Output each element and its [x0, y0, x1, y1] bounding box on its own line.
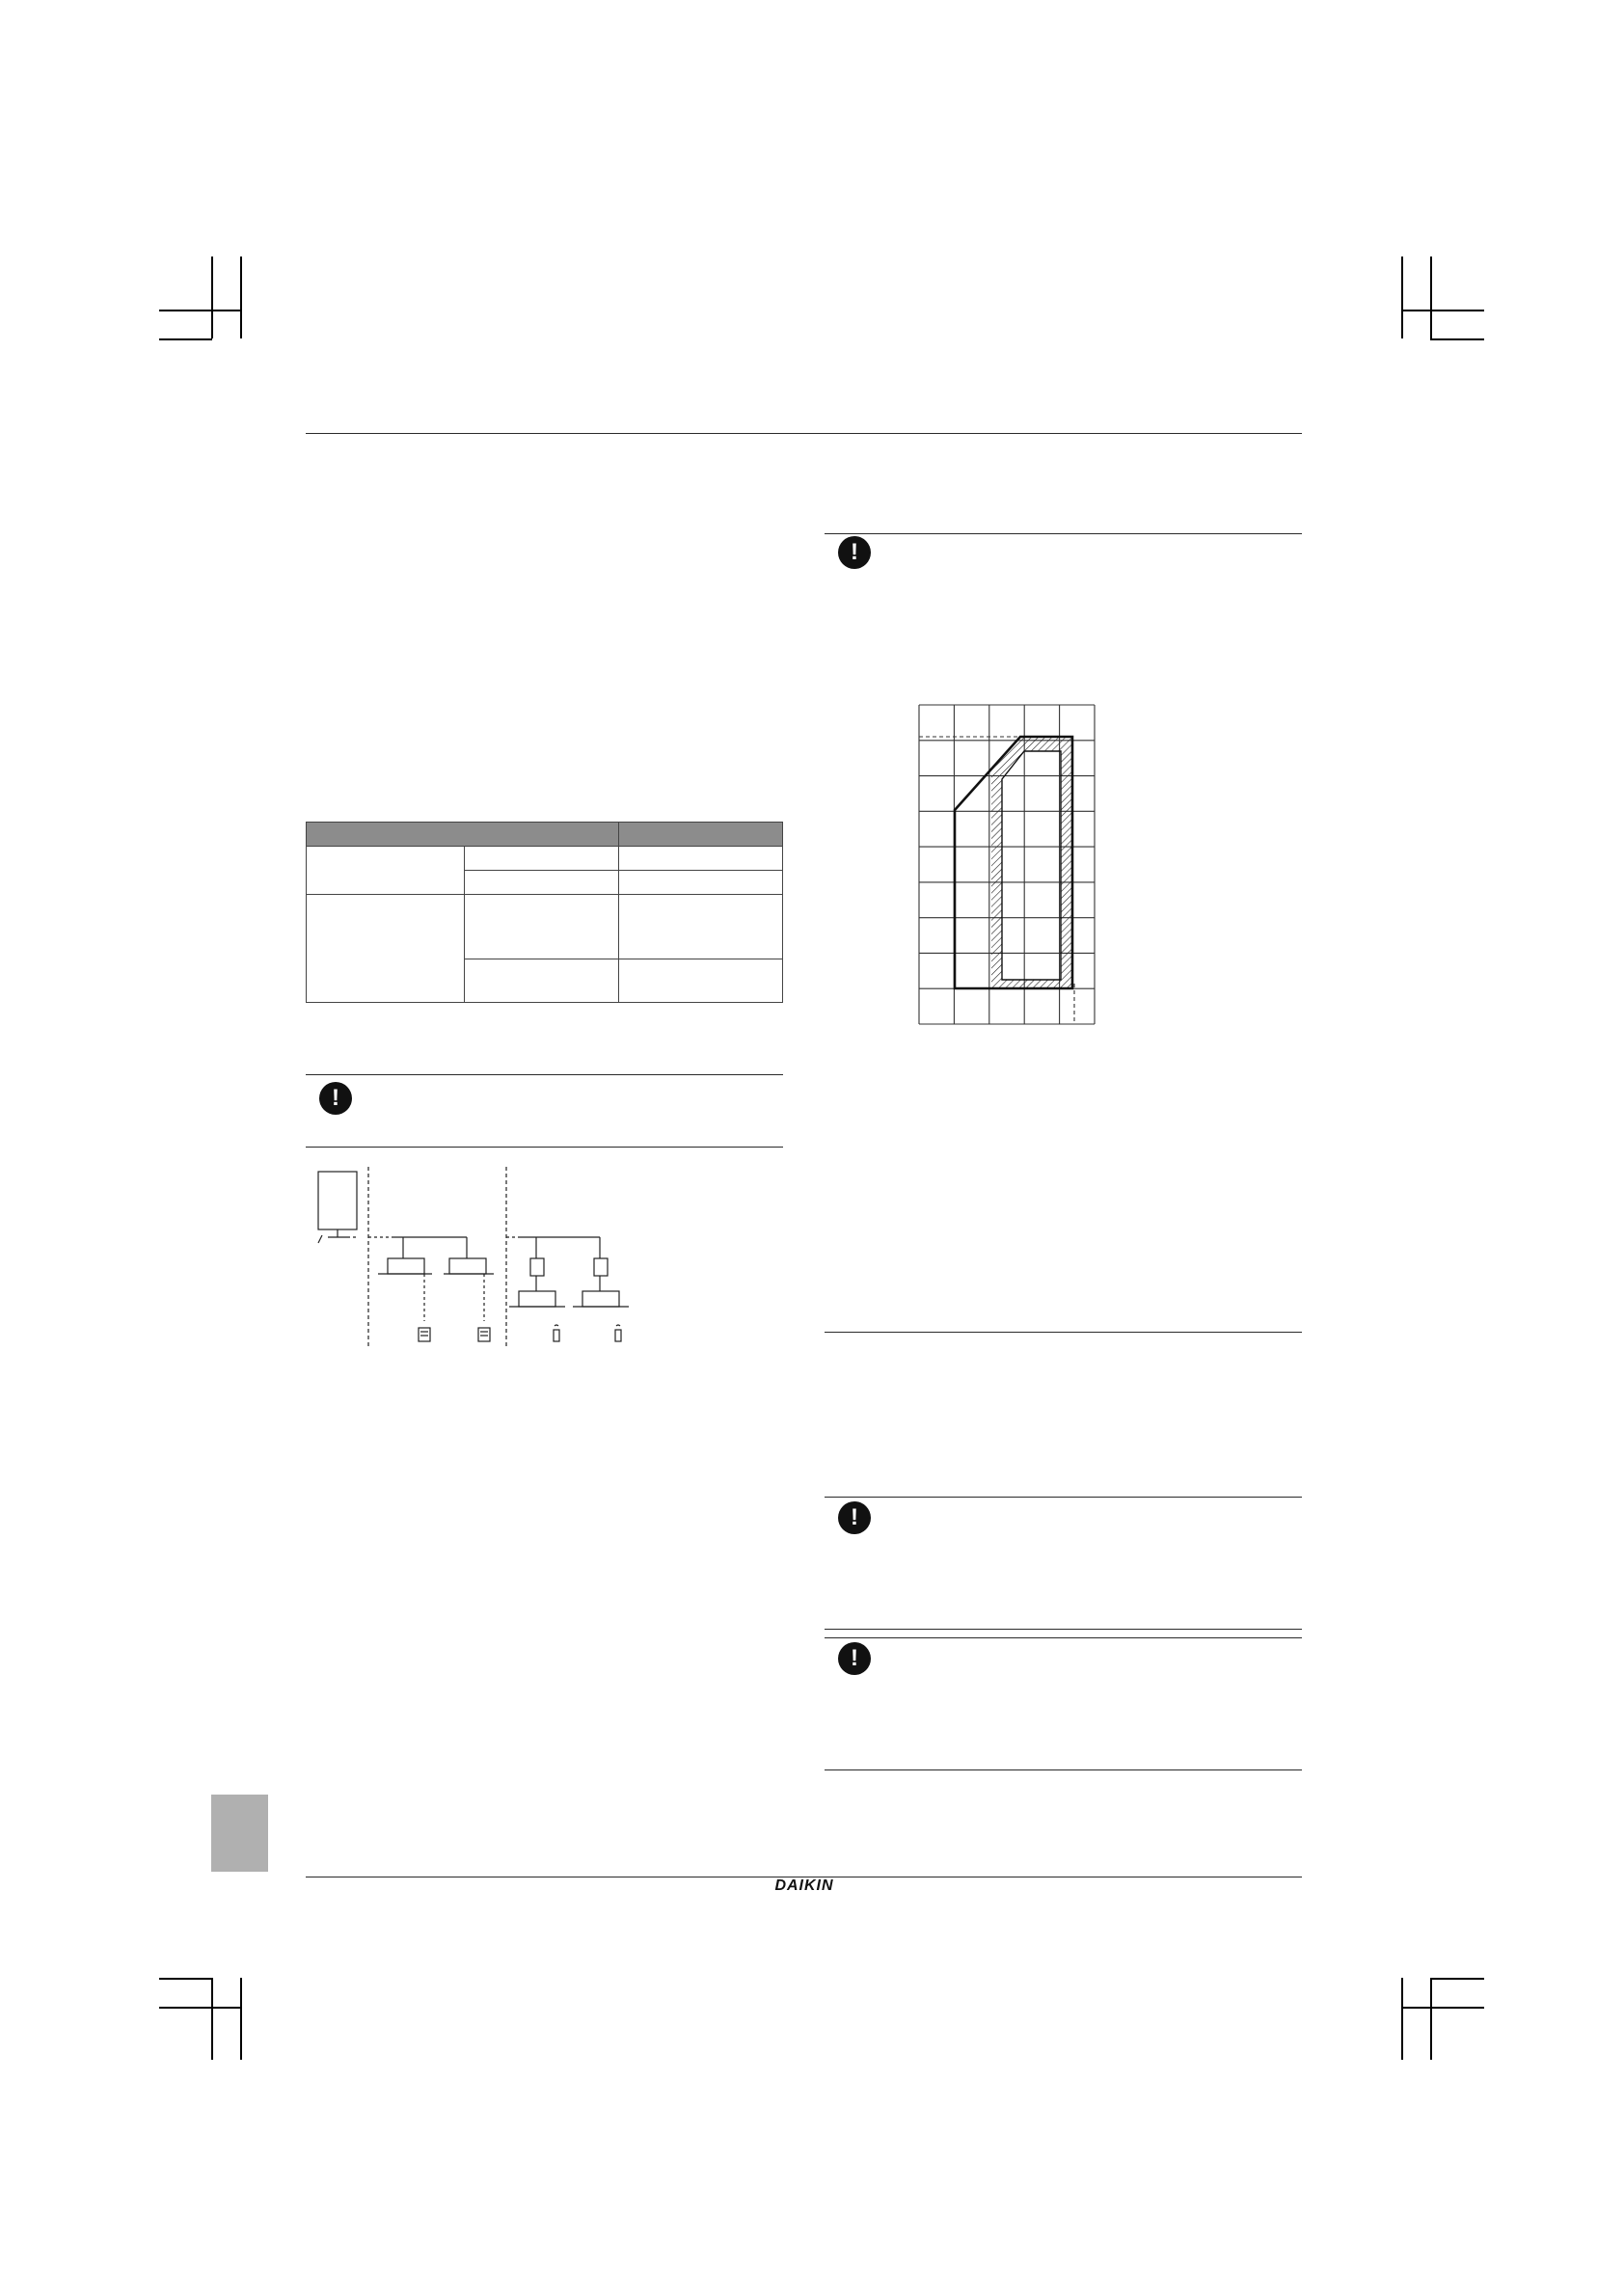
crop-mark-bottom-right-h — [1401, 2007, 1484, 2009]
crop-mark-bottom-left-v — [240, 1978, 242, 2060]
indoor-unit — [582, 1291, 619, 1307]
crop-mark-bottom-left-h2 — [159, 1978, 212, 1980]
crop-mark-bottom-right-h2 — [1430, 1978, 1484, 1980]
table-cell — [307, 847, 465, 895]
exclamation-circle-icon: ! — [838, 1642, 871, 1675]
crop-mark-top-left-v2 — [211, 257, 213, 338]
chapter-tab — [211, 1795, 268, 1872]
table-cell — [619, 959, 783, 1003]
notice-rule-top — [306, 1074, 783, 1075]
exclamation-circle-icon: ! — [838, 536, 871, 569]
table-cell — [465, 871, 619, 895]
crop-mark-bottom-left-v2 — [211, 1978, 213, 2060]
table-cell — [619, 895, 783, 959]
table-cell — [619, 847, 783, 871]
crop-mark-top-right-v — [1401, 257, 1403, 338]
operating-range-inner — [1002, 751, 1061, 980]
table-cell — [619, 871, 783, 895]
crop-mark-top-right-h — [1401, 310, 1484, 311]
notice-rule-bottom — [825, 1629, 1302, 1630]
outdoor-unit — [318, 1172, 357, 1229]
table-header-cell — [307, 823, 619, 847]
operating-range-outline — [955, 737, 1072, 988]
crop-mark-top-left-v — [240, 257, 242, 338]
wiring-diagram — [309, 1162, 636, 1355]
table-header-row — [307, 823, 783, 847]
crop-mark-bottom-right-v — [1401, 1978, 1403, 2060]
notice-rule-bottom — [306, 1147, 783, 1148]
table-row — [307, 895, 783, 959]
wireless-remote-controller-icon — [615, 1330, 621, 1341]
table-cell — [465, 959, 619, 1003]
wired-remote-controller-icon — [478, 1328, 490, 1341]
section-rule — [825, 1332, 1302, 1333]
table-header-cell — [619, 823, 783, 847]
table-row — [307, 847, 783, 871]
crop-mark-bottom-right-v2 — [1430, 1978, 1432, 2060]
header-rule — [306, 433, 1302, 434]
crop-mark-bottom-left-h — [159, 2007, 241, 2009]
table-cell — [465, 847, 619, 871]
table-cell — [307, 895, 465, 1003]
table-cell — [465, 895, 619, 959]
crop-mark-top-right-h2 — [1430, 338, 1484, 340]
spec-table — [306, 822, 783, 1003]
bs-box — [530, 1258, 544, 1276]
operating-range-chart — [916, 702, 1099, 1025]
indoor-unit — [519, 1291, 555, 1307]
notice-rule-bottom — [825, 1769, 1302, 1770]
wireless-remote-controller-icon — [554, 1330, 559, 1341]
crop-mark-top-left-h — [159, 310, 241, 311]
daikin-logo: DAIKIN — [774, 1877, 834, 1894]
notice-rule-top — [825, 1637, 1302, 1638]
notice-rule-top-right — [825, 533, 1302, 534]
indoor-unit — [449, 1258, 486, 1274]
exclamation-circle-icon: ! — [838, 1501, 871, 1534]
exclamation-circle-icon: ! — [319, 1082, 352, 1115]
crop-mark-top-left-h2 — [159, 338, 212, 340]
wired-remote-controller-icon — [419, 1328, 430, 1341]
bs-box — [594, 1258, 608, 1276]
indoor-unit — [388, 1258, 424, 1274]
crop-mark-top-right-v2 — [1430, 257, 1432, 338]
notice-rule-top — [825, 1497, 1302, 1498]
